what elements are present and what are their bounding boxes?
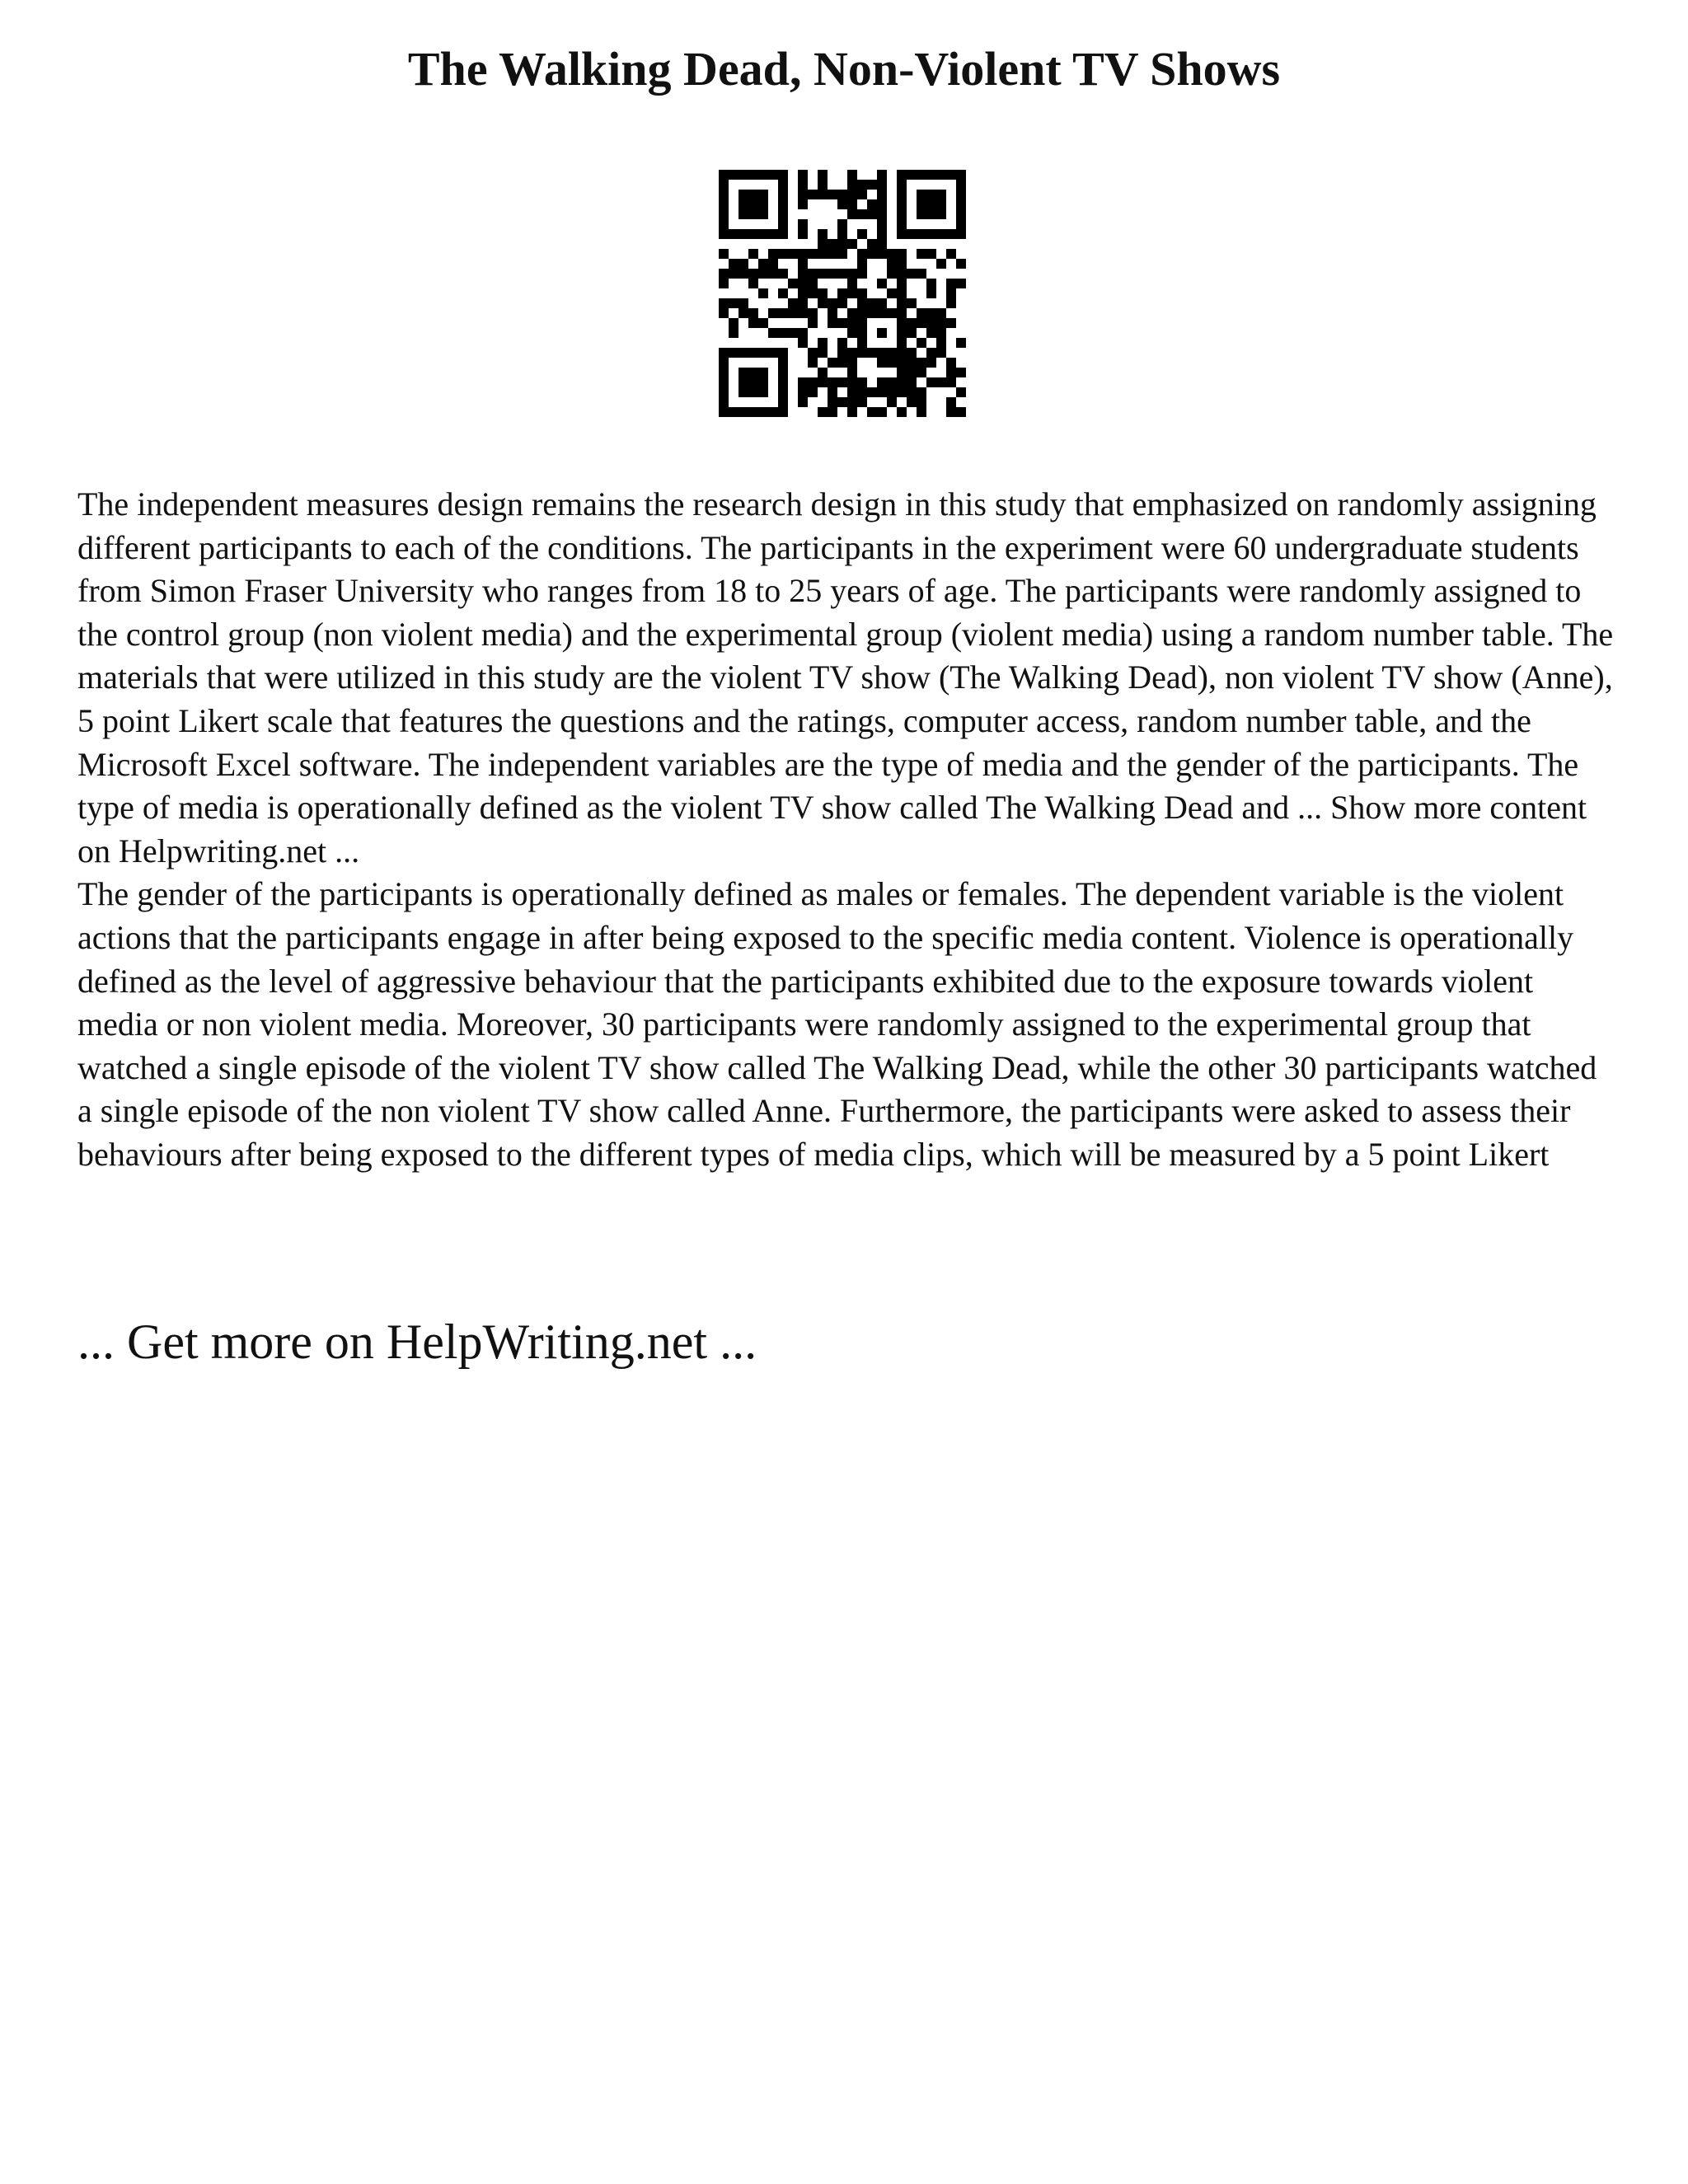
- page-title: The Walking Dead, Non-Violent TV Shows: [407, 42, 1281, 96]
- qr-code-icon: [719, 170, 966, 417]
- get-more-link[interactable]: ... Get more on HelpWriting.net ...: [77, 1315, 757, 1369]
- paragraph: The gender of the participants is operationally defined as males or females. The dependent variable is the violent actions that the participants engage in after being exposed to the specific media content. Violence is operationally defined as the level of aggressive behaviour that the participants exhibited due to the exposure towards violent media or non violent media. Moreover, 30 participants were randomly assigned to the experimental group that watched a single episode of the violent TV show called The Walking Dead, while the other 30 participants watched a single episode of the non violent TV show called Anne. Furthermore, the participants were asked to assess their behaviours after being exposed to the different types of media clips, which will be measured by a 5 point Likert: [77, 875, 1597, 1173]
- paragraph: The independent measures design remains the research design in this study that emphasized on randomly assigning different participants to each of the conditions. The participants in the experiment were 60 undergraduate students from Simon Fraser University who ranges from 18 to 25 years of age. The participants were randomly assigned to the control group (non violent media) and the experimental group (violent media) using a random number table. The materials that were utilized in this study are the violent TV show (The Walking Dead), non violent TV show (Anne), 5 point Likert scale that features the questions and the ratings, computer access, random number table, and the Microsoft Excel software. The independent variables are the type of media and the gender of the participants. The type of media is operationally defined as the violent TV show called The Walking Dead and ... Show more content on Helpwriting.net ...: [77, 485, 1614, 869]
- article-body: [77, 483, 1619, 1177]
